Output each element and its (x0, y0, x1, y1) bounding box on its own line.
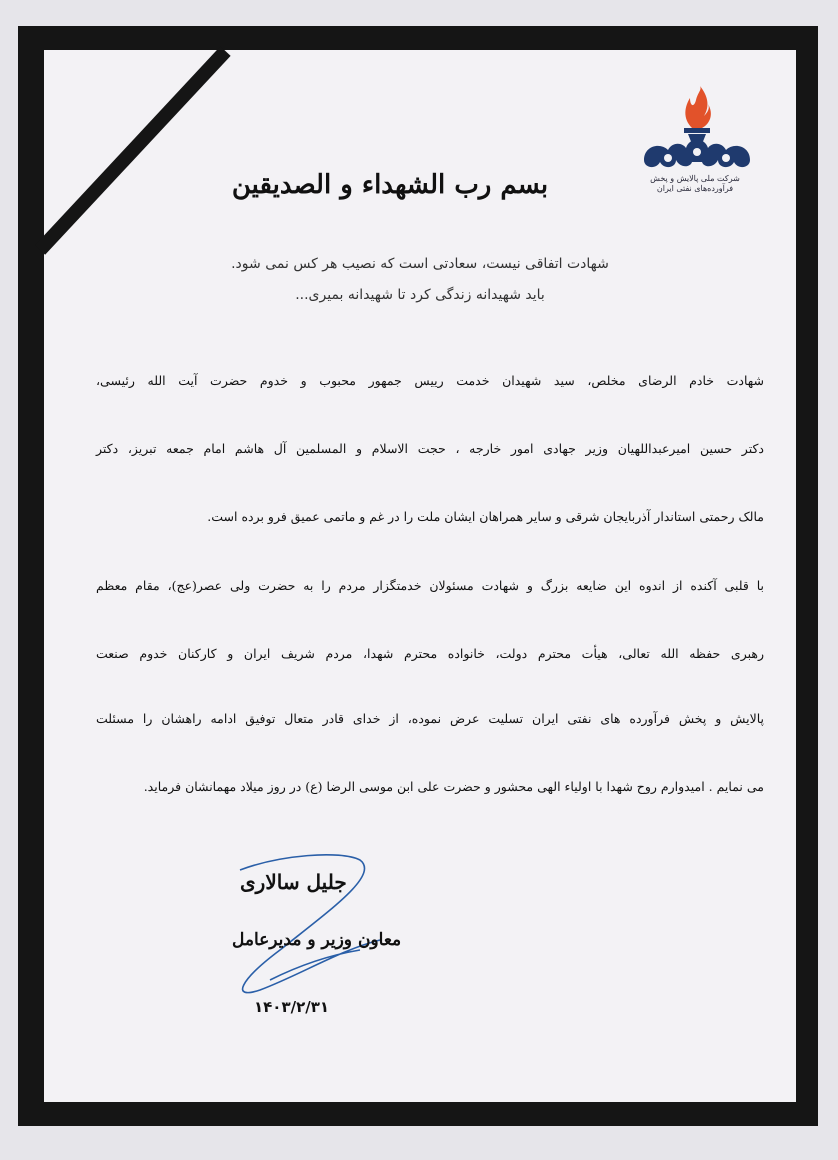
body-line: مالک رحمتی استاندار آذربایجان شرقی و سایر همراهان ایشان ملت را در غم و ماتمی عمیق فرو برده است. (207, 509, 764, 524)
body-line: دکتر حسین امیرعبداللهیان وزیر جهادی امور خارجه ، حجت الاسلام و المسلمین آل هاشم امام جمعه تبریز، دکتر (96, 441, 764, 456)
body-line: می نمایم . امیدوارم روح شهدا با اولیاء الهی محشور و حضرت علی ابن موسی الرضا (ع) در روز میلاد مهمانشان فرماید. (143, 779, 764, 794)
body-line: با قلبی آکنده از اندوه این ضایعه بزرگ و شهادت مسئولان خدمتگزار مردم را به حضرت ولی عصر(عج)، مقام معظم (96, 578, 764, 593)
letterhead-logo (630, 86, 760, 196)
body-line: پالایش و پخش فرآورده های نفتی ایران تسلیت عرض نموده، از خدای قادر متعال توفیق ادامه راهشان را مسئلت (96, 711, 764, 726)
letter-paper (44, 50, 796, 1102)
body-line: رهبری حفظه الله تعالی، هیأت محترم دولت، خانواده محترم شهدا، مردم شریف ایران و کارکنان خدوم صنعت (96, 646, 764, 661)
quote-line: شهادت اتفاقی نیست، سعادتی است که نصیب هر کس نمی شود. (231, 256, 609, 272)
letter-date: ۱۴۰۳/۲/۳۱ (254, 998, 330, 1016)
organization-name: شرکت ملی پالایش و پخش فرآورده‌های نفتی ایران (650, 174, 740, 193)
signatory-position: معاون وزیر و مدیرعامل (232, 930, 402, 950)
letter-heading: بسم رب الشهداء و الصدیقین (231, 170, 549, 200)
nioc-emblem-icon (630, 86, 760, 172)
body-line: شهادت خادم الرضای مخلص، سید شهیدان خدمت رییس جمهور محبوب و خدوم حضرت آیت الله رئیسی، (96, 373, 764, 388)
signatory-name: جلیل سالاری (240, 870, 347, 894)
quote-line: باید شهیدانه زندگی کرد تا شهیدانه بمیری... (295, 287, 545, 303)
